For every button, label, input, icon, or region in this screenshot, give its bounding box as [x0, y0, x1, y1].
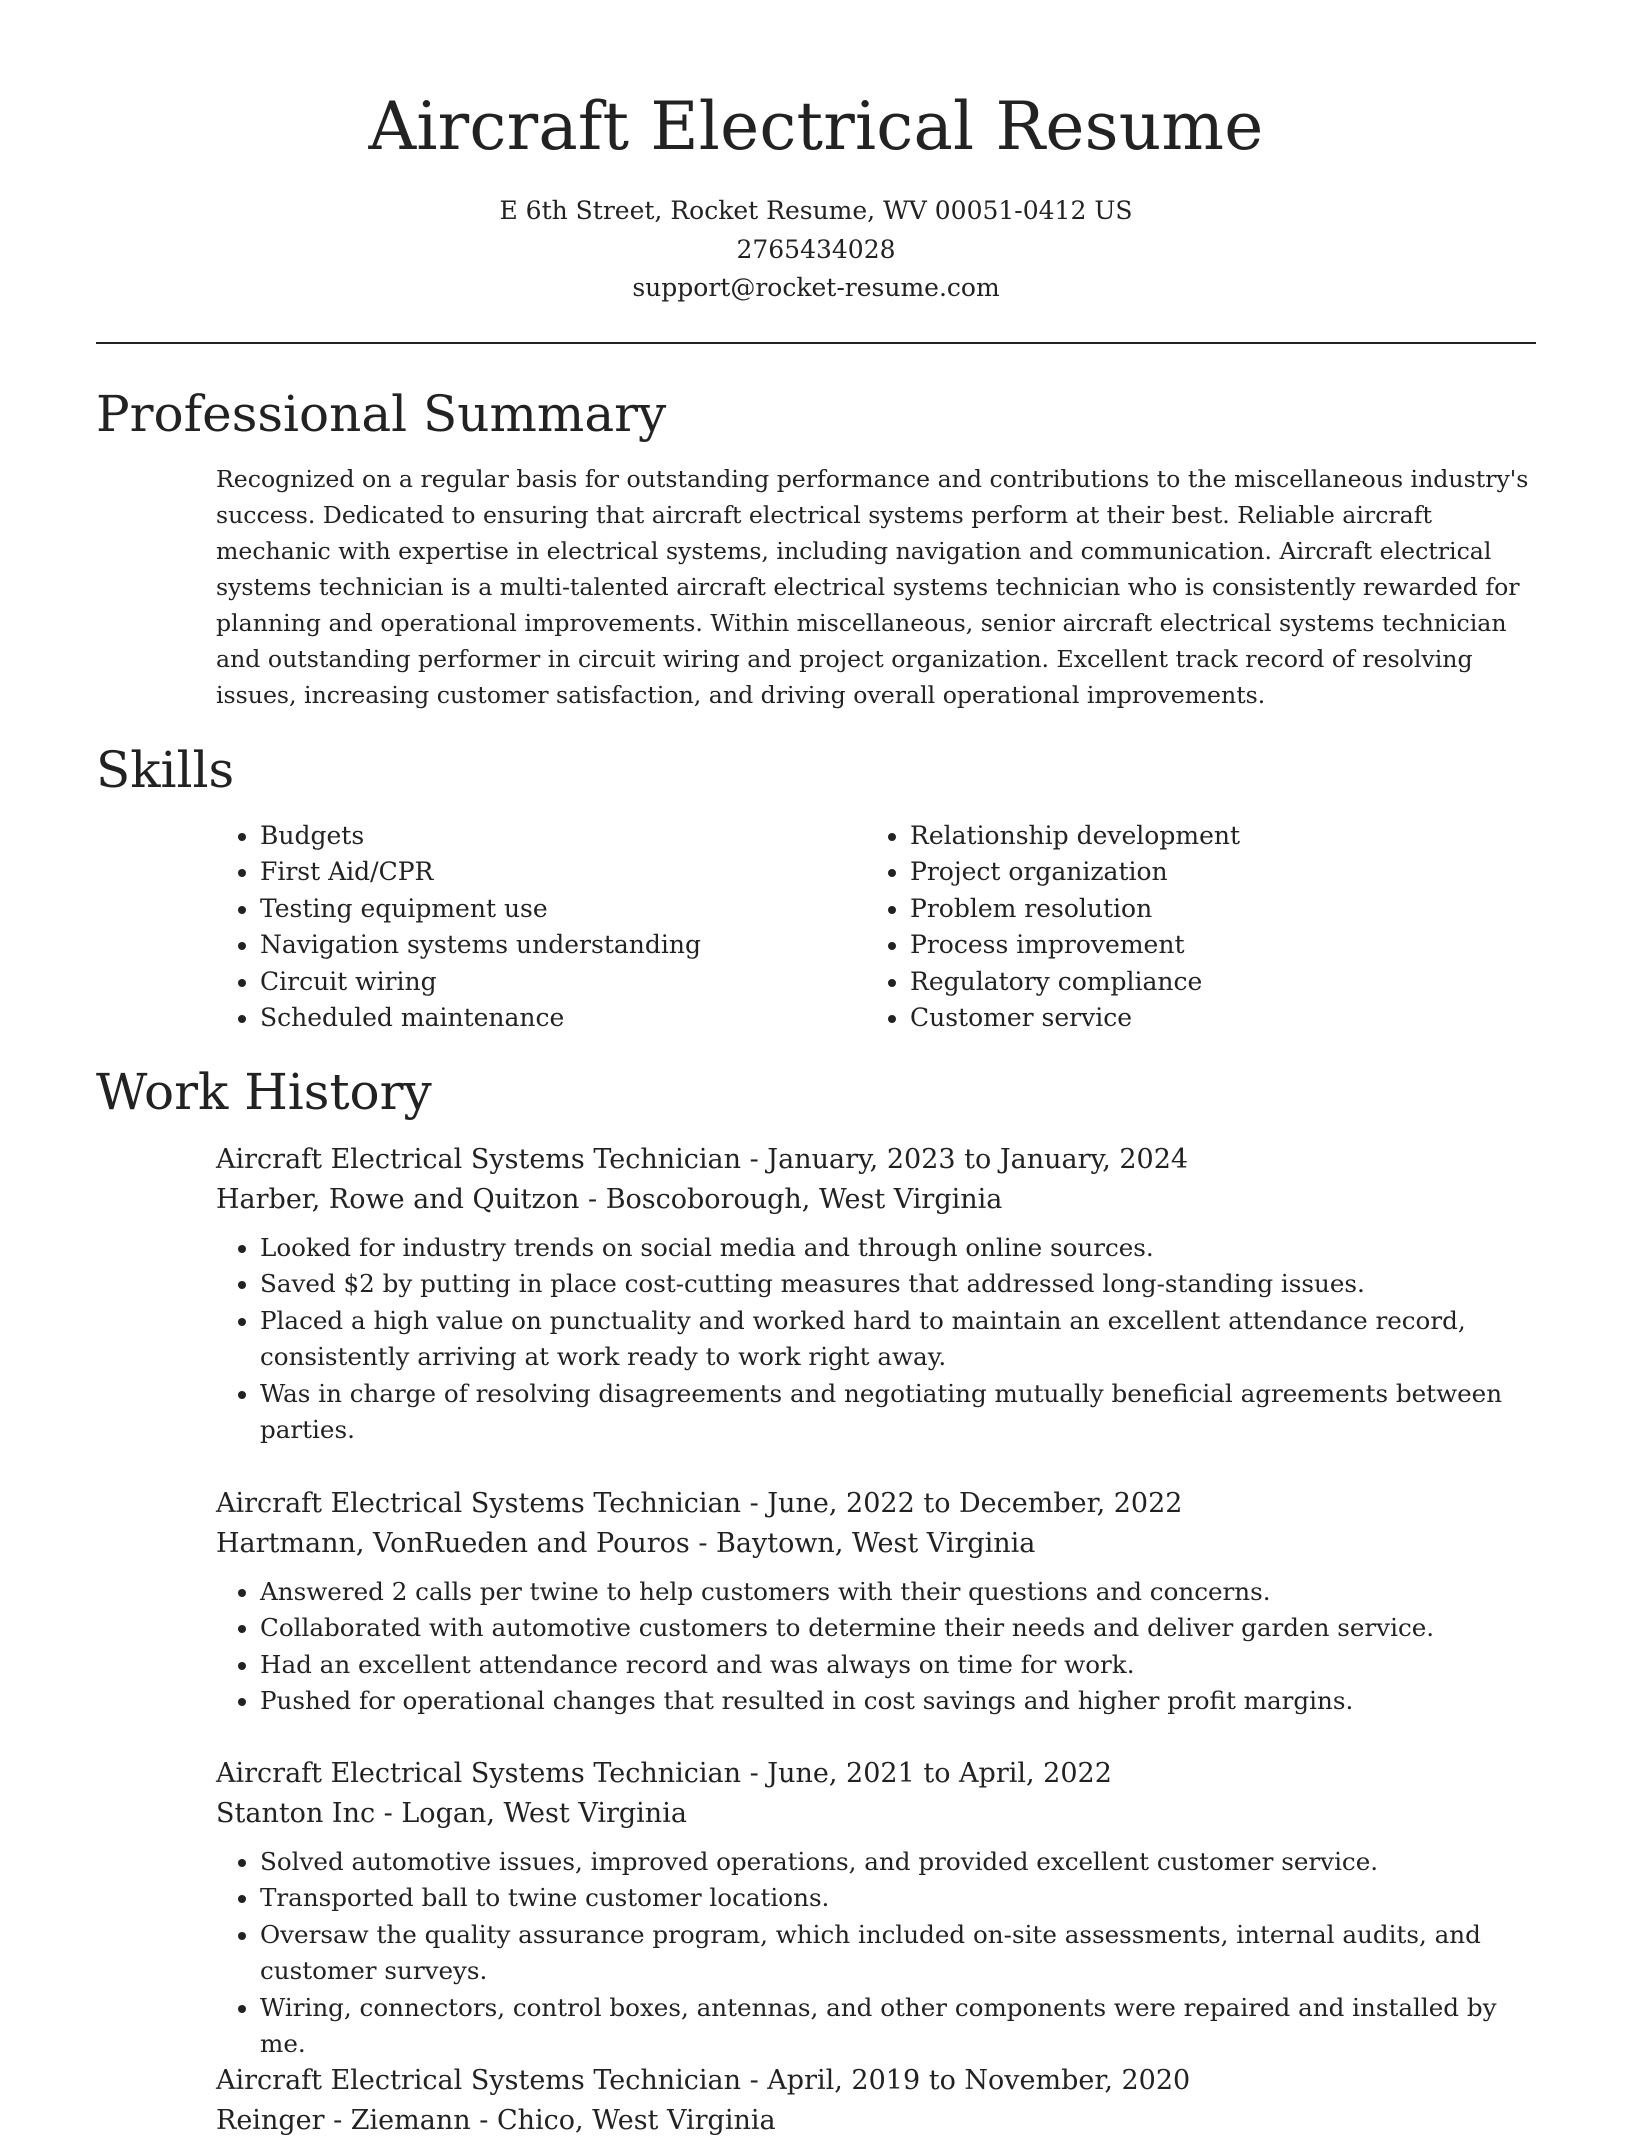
skill-item: • Project organization — [910, 854, 1240, 890]
job-bullet: • Was in charge of resolving disagreements and negotiating mutually beneficial agreements between parties. — [260, 1376, 1538, 1449]
skill-item: • Scheduled maintenance — [260, 1000, 701, 1036]
job-position: Aircraft Electrical Systems Technician — [216, 2065, 742, 2096]
job-bullet: • Solved automotive issues, improved operations, and provided excellent customer service. — [260, 1844, 1538, 1880]
skill-item: • Relationship development — [910, 818, 1240, 854]
work-history-heading: Work History — [96, 1063, 432, 1121]
skills-heading: Skills — [96, 741, 235, 799]
contact-email: support@rocket-resume.com — [632, 273, 1000, 302]
job-bullet: • Oversaw the quality assurance program, which included on-site assessments, internal audits, and customer surveys. — [260, 1917, 1538, 1990]
job-location: - Baytown, West Virginia — [689, 1528, 1036, 1559]
job-company-line — [216, 2101, 1538, 2141]
skill-item: • Regulatory compliance — [910, 964, 1240, 1000]
job-title-line — [216, 1484, 1538, 1524]
job-company: Harber, Rowe and Quitzon — [216, 1184, 580, 1215]
job-bullet: • Collaborated with automotive customers to determine their needs and deliver garden service. — [260, 1610, 1538, 1646]
job-position: Aircraft Electrical Systems Technician — [216, 1144, 742, 1175]
resume-title: Aircraft Electrical Resume — [368, 88, 1264, 165]
job-dates: - June, 2022 to December, 2022 — [741, 1488, 1183, 1519]
job-position: Aircraft Electrical Systems Technician — [216, 1758, 742, 1789]
job-dates: - January, 2023 to January, 2024 — [741, 1144, 1189, 1175]
job-dates: - April, 2019 to November, 2020 — [741, 2065, 1191, 2096]
skill-item: • Process improvement — [910, 927, 1240, 963]
summary-heading: Professional Summary — [96, 385, 667, 443]
job-company-line — [216, 1180, 1538, 1220]
header-divider — [96, 342, 1536, 344]
job-company: Hartmann, VonRueden and Pouros — [216, 1528, 690, 1559]
job-bullet: • Answered 2 calls per twine to help customers with their questions and concerns. — [260, 1574, 1538, 1610]
skill-item: • Testing equipment use — [260, 891, 701, 927]
job-location: - Logan, West Virginia — [375, 1798, 687, 1829]
job-title-line — [216, 2061, 1538, 2101]
skill-item: • Budgets — [260, 818, 701, 854]
job-company-line — [216, 1524, 1538, 1564]
skills-list-left — [216, 818, 701, 1036]
job-entry — [216, 1754, 1538, 2062]
job-company: Reinger - Ziemann — [216, 2105, 471, 2136]
job-location: - Boscoborough, West Virginia — [579, 1184, 1003, 1215]
job-company: Stanton Inc — [216, 1798, 376, 1829]
skill-item: • Circuit wiring — [260, 964, 701, 1000]
job-position: Aircraft Electrical Systems Technician — [216, 1488, 742, 1519]
job-bullets — [216, 1844, 1538, 2062]
skill-item: • Problem resolution — [910, 891, 1240, 927]
skills-list-right — [866, 818, 1240, 1036]
job-bullet: • Had an excellent attendance record and was always on time for work. — [260, 1647, 1538, 1683]
job-bullet: • Pushed for operational changes that resulted in cost savings and higher profit margins. — [260, 1683, 1538, 1719]
contact-address: E 6th Street, Rocket Resume, WV 00051-0412 US — [499, 196, 1133, 225]
job-title-line — [216, 1754, 1538, 1794]
job-entry — [216, 1140, 1538, 1448]
job-location: - Chico, West Virginia — [470, 2105, 776, 2136]
contact-phone: 2765434028 — [736, 235, 896, 264]
summary-text: Recognized on a regular basis for outstanding performance and contributions to the miscellaneous industry's success. Dedicated to ensuring that aircraft electrical systems perform at their best. Reliable aircraft mechanic with expertise in electrical systems, including navigation and communication. Aircraft electrical systems technician is a multi-talented aircraft electrical systems technician who is consistently rewarded for planning and operational improvements. Within miscellaneous, senior aircraft electrical systems technician and outstanding performer in circuit wiring and project organization. Excellent track record of resolving issues, increasing customer satisfaction, and driving overall operational improvements. — [216, 465, 1529, 709]
job-title-line — [216, 1140, 1538, 1180]
job-bullet: • Placed a high value on punctuality and worked hard to maintain an excellent attendance record, consistently arriving at work ready to work right away. — [260, 1303, 1538, 1376]
job-bullet: • Saved $2 by putting in place cost-cutting measures that addressed long-standing issues. — [260, 1266, 1538, 1302]
job-bullets — [216, 1574, 1538, 1720]
skill-item: • First Aid/CPR — [260, 854, 701, 890]
job-entry — [216, 1484, 1538, 1720]
job-bullets — [216, 1230, 1538, 1448]
job-dates: - June, 2021 to April, 2022 — [741, 1758, 1112, 1789]
skill-item: • Navigation systems understanding — [260, 927, 701, 963]
job-company-line — [216, 1794, 1538, 1834]
job-bullet: • Transported ball to twine customer locations. — [260, 1880, 1538, 1916]
job-entry — [216, 2061, 1538, 2141]
job-bullet: • Looked for industry trends on social media and through online sources. — [260, 1230, 1538, 1266]
job-bullet: • Wiring, connectors, control boxes, antennas, and other components were repaired and installed by me. — [260, 1990, 1538, 2063]
skill-item: • Customer service — [910, 1000, 1240, 1036]
